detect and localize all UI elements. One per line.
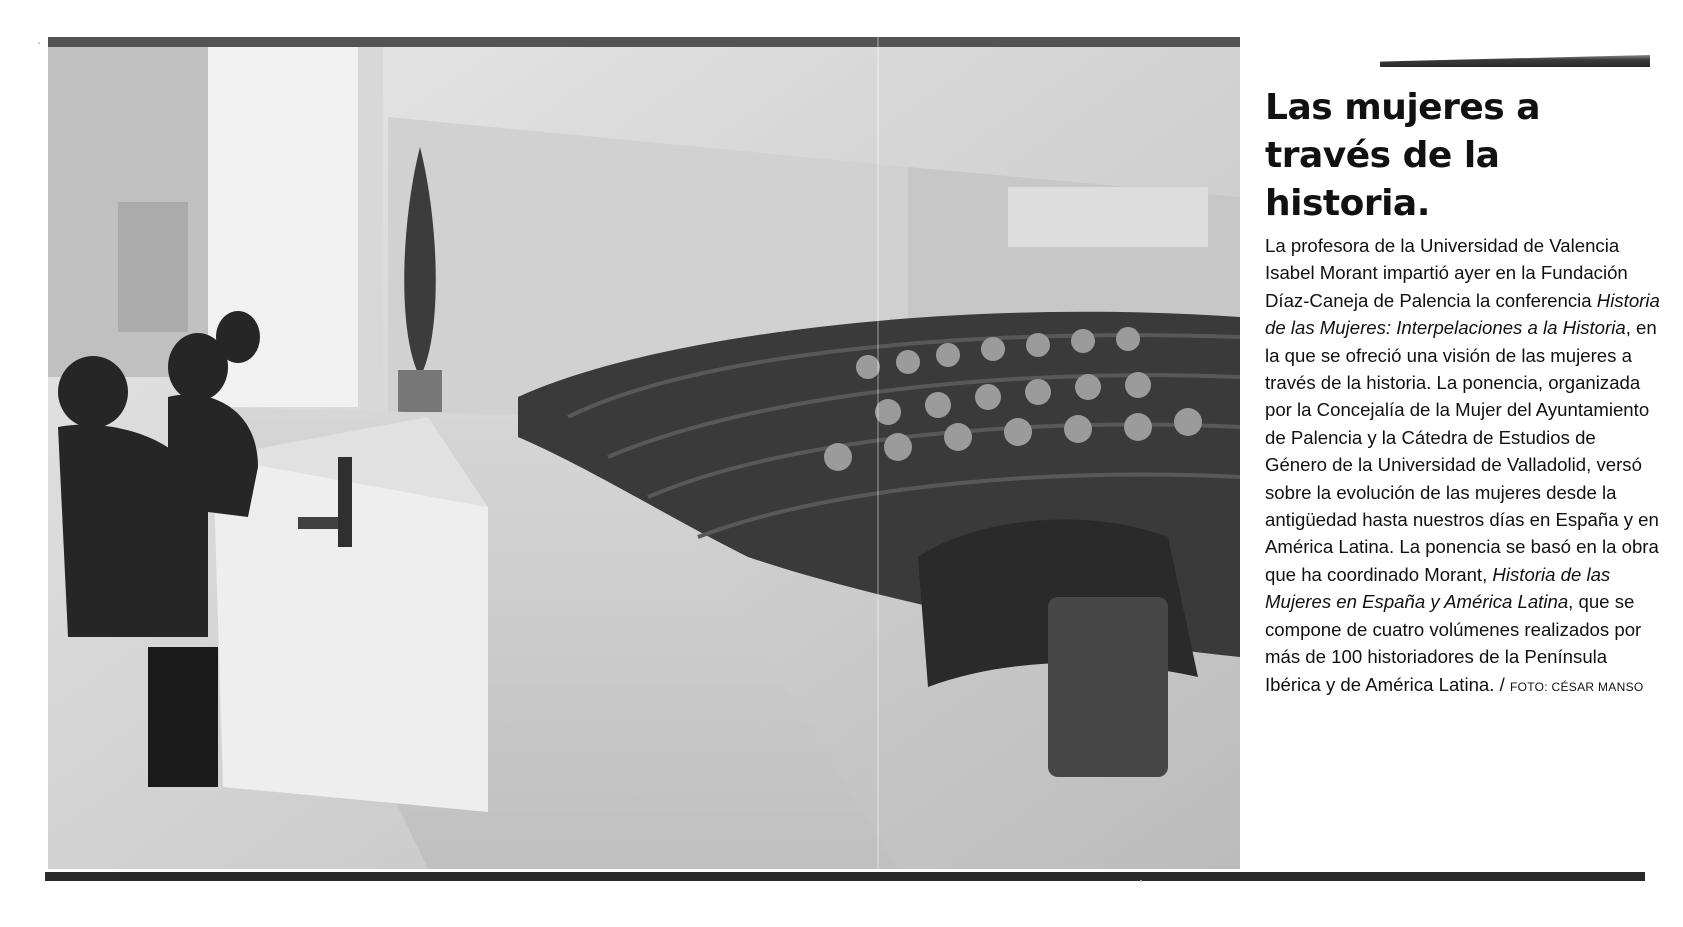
conference-title: Historia de las Mujeres: Interpelaciones a la Historia [1265, 289, 1660, 339]
top-right-rule [1380, 55, 1650, 67]
caption-text-3: , que se compone de cuatro volúmenes realizados por más de 100 historiadores de la Península Ibérica y de América Latina. / [1265, 591, 1642, 695]
news-photo [48, 37, 1240, 869]
photo-caption [1265, 84, 1660, 701]
caption-text-1: La profesora de la Universidad de Valencia Isabel Morant impartió ayer en la Fundación Díaz-Caneja de Palencia la conferencia [1265, 235, 1628, 311]
caption-body [1265, 232, 1660, 701]
headline: Las mujeres a través de la historia. [1265, 87, 1541, 224]
scan-speck [1140, 880, 1142, 882]
bottom-rule [45, 872, 1645, 881]
scan-speck [38, 42, 40, 44]
photo-credit: FOTO: CÉSAR MANSO [1509, 679, 1644, 694]
lecture-hall-photo-illustration [48, 37, 1240, 869]
caption-text-2: , en la que se ofreció una visión de las mujeres a través de la historia. La ponencia, organizada por la Concejalía de la Mujer del Ayuntamiento de Palencia y la Cátedra de Estudios de Género de la Universidad de Valladolid, versó sobre la evolución de las mujeres desde la antigüedad hasta nuestros días en España y en América Latina. La ponencia se basó en la obra que ha coordinado Morant, [1265, 317, 1659, 585]
book-title: Historia de las Mujeres en España y América Latina [1265, 563, 1611, 613]
